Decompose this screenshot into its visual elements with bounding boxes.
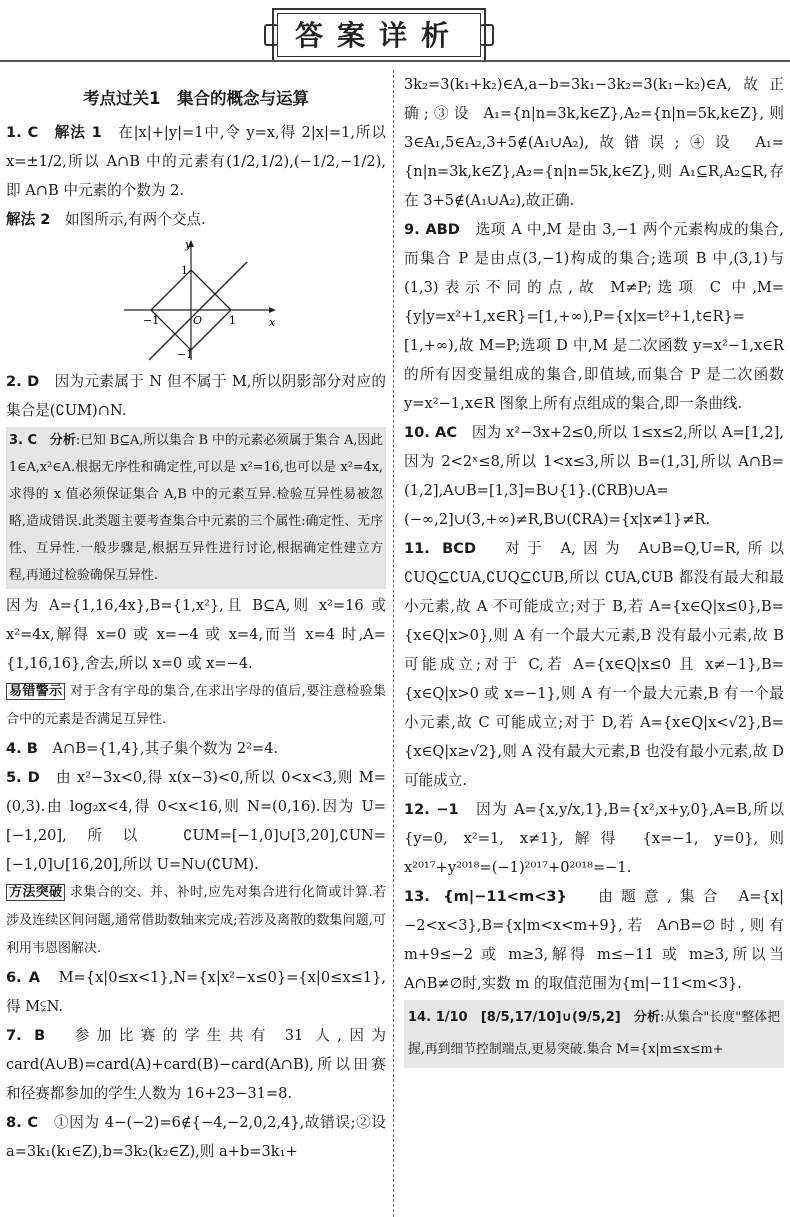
answer-text: 因为 A={x,y/x,1},B={x²,x+y,0},A=B,所以 {y=0, x²=1, x≠1},解得 {x=−1, y=0},则 x²⁰¹⁷+y²⁰¹⁸=(−1)²⁰¹⁷+0²⁰¹⁸=−1. <box>404 801 784 876</box>
answer-4 <box>6 734 386 763</box>
answer-3-analysis <box>6 427 386 589</box>
answer-label: 2. D <box>6 373 40 390</box>
y-axis-label: y <box>185 238 192 251</box>
answer-text: 因为 x²−3x+2≤0,所以 1≤x≤2,所以 A=[1,2],因为 2<2ˣ≤8,所以 1<x≤3,所以 B=(1,3],所以 A∩B=(1,2],A∪B=[1,3]=B∪{1}.(∁RB)∪A=(−∞,2]∪(3,+∞)≠R,B∪(∁RA)={x|x≠1}≠R. <box>404 424 784 528</box>
answer-label: 5. D <box>6 769 40 786</box>
answer-text: ①因为 4−(−2)=6∉{−4,−2,0,2,4},故错误;②设 a=3k₁(k₁∈Z),b=3k₂(k₂∈Z),则 a+b=3k₁+ <box>6 1114 386 1160</box>
answer-text: 3k₂=3(k₁+k₂)∈A,a−b=3k₁−3k₂=3(k₁−k₂)∈A,故正确;③设 A₁={n|n=3k,k∈Z},A₂={n|n=5k,k∈Z},则 3∈A₁,5∈A₂,3+5∉(A₁∪A₂),故错误;④设 A₁={n|n=3k,k∈Z},A₂={n|n=5k,k∈Z},则 A₁⊆R,A₂⊆R,存在 3+5∉(A₁∪A₂),故正确. <box>404 76 784 209</box>
answer-8 <box>6 1108 386 1166</box>
answer-label: 9. ABD <box>404 221 460 238</box>
section-title: 考点过关1 集合的概念与运算 <box>83 89 309 108</box>
tick-y-pos: 1 <box>181 264 188 277</box>
answer-1-method-2 <box>6 205 386 234</box>
left-column <box>6 84 386 1166</box>
analysis-tag: 分析 <box>49 433 76 448</box>
analysis-tag: 分析 <box>633 1010 661 1025</box>
method-text: 求集合的交、并、补时,应先对集合进行化简或计算.若涉及连续区间问题,通常借助数轴来完成;若涉及离散的数集问题,可利用韦恩图解决. <box>6 885 386 956</box>
answer-label: 14. 1/10 [8/5,17/10]∪(9/5,2] <box>408 1010 621 1025</box>
answer-1 <box>6 118 386 205</box>
answer-14 <box>404 1000 784 1068</box>
answer-10 <box>404 418 784 534</box>
warning-text: 对于含有字母的集合,在求出字母的值后,要注意检验集合中的元素是否满足互异性. <box>6 684 386 727</box>
right-column <box>404 70 784 1070</box>
answer-text: 参加比赛的学生共有 31 人,因为 card(A∪B)=card(A)+card(B)−card(A∩B),所以田赛和径赛都参加的学生人数为 16+23−31=8. <box>6 1027 386 1102</box>
tick-x-neg: −1 <box>143 314 160 327</box>
answer-label: 6. A <box>6 969 41 986</box>
analysis-text: :已知 B⊆A,所以集合 B 中的元素必须属于集合 A,因此 1∈A,x²∈A.根据无序性和确定性,可以是 x²=16,也可以是 x²=4x,求得的 x 值必须保证集合 A,B 中的元素互异.检验互异性易被忽略,造成错误.此类题主要考查集合中元素的三个属性:确定性、无序性、互异性.一般步骤是,根据互异性进行讨论,根据确定性建立方程,再通过检验确保互异性. <box>9 433 384 583</box>
answer-label: 7. B <box>6 1027 46 1044</box>
warning-note <box>6 678 386 734</box>
answer-9 <box>404 215 784 418</box>
method-note <box>6 879 386 963</box>
answer-text: 由 x²−3x<0,得 x(x−3)<0,所以 0<x<3,则 M=(0,3).由 log₂x<4,得 0<x<16,则 N=(0,16).因为 U=[−1,20],所以 ∁UM=[−1,0]∪[3,20],∁UN=[−1,0]∪[16,20],所以 U=N∪(∁UM). <box>6 769 386 873</box>
tick-x-pos: 1 <box>229 314 236 327</box>
origin-label: O <box>193 314 203 327</box>
page-header-banner <box>272 8 486 62</box>
answer-8-continued <box>404 70 784 215</box>
banner-ornament-right <box>480 24 494 46</box>
column-divider <box>393 70 394 1217</box>
answer-text: 因为元素属于 N 但不属于 M,所以阴影部分对应的集合是(∁UM)∩N. <box>6 373 386 419</box>
answer-label: 10. AC <box>404 424 458 441</box>
x-axis-label: x <box>269 316 276 329</box>
answer-7 <box>6 1021 386 1108</box>
method-label: 解法 1 <box>54 124 102 141</box>
answer-label: 3. C <box>9 433 38 448</box>
answer-text: 对于 A,因为 A∪B=Q,U=R,所以 ∁UQ⊆∁UA,∁UQ⊆∁UB,所以 ∁UA,∁UB 都没有最大和最小元素,故 A 不可能成立;对于 B,若 A={x∈Q|x≤0},B={x∈Q|x>0},则 A 有一个最大元素,B 没有最小元素,故 B 可能成立;对于 C,若 A={x∈Q|x≤0 且 x≠−1},B={x∈Q|x>0 或 x=−1},则 A 有一个最大元素,B 有一个最小元素,故 C 可能成立;对于 D,若 A={x∈Q|x<√2},B={x∈Q|x≥√2},则 A 没有最大元素,B 也没有最小元素,故 D 可能成立. <box>404 540 784 789</box>
answer-text: 由题意,集合 A={x|−2<x<3},B={x|m<x<m+9},若 A∩B=∅时,则有 m+9≤−2 或 m≥3,解得 m≤−11 或 m≥3,所以当 A∩B≠∅时,实数 m 的取值范围为{m|−11<m<3}. <box>404 888 784 992</box>
coordinate-figure <box>119 238 279 363</box>
answer-label: 8. C <box>6 1114 39 1131</box>
answer-label: 12. −1 <box>404 801 459 818</box>
answer-label: 13. {m|−11<m<3} <box>404 888 567 905</box>
banner-ornament-left <box>264 24 278 46</box>
answer-12 <box>404 795 784 882</box>
answer-11 <box>404 534 784 795</box>
answer-text: 选项 A 中,M 是由 3,−1 两个元素构成的集合,而集合 P 是由点(3,−1)构成的集合;选项 B 中,(3,1)与(1,3)表示不同的点,故 M≠P;选项 C 中,M={y|y=x²+1,x∈R}=[1,+∞),P={x|x=t²+1,t∈R}=[1,+∞),故 M=P;选项 D 中,M 是二次函数 y=x²−1,x∈R 的所有因变量组成的集合,即值域,而集合 P 是二次函数 y=x²−1,x∈R 图象上所有点组成的集合,即一条曲线. <box>404 221 784 412</box>
answer-text: A∩B={1,4},其子集个数为 2²=4. <box>52 740 279 757</box>
answer-5 <box>6 763 386 879</box>
method-tag: 方法突破 <box>6 884 65 901</box>
answer-13 <box>404 882 784 998</box>
header-rule <box>0 60 790 62</box>
tick-y-neg: −1 <box>177 348 194 361</box>
answer-6 <box>6 963 386 1021</box>
warning-tag: 易错警示 <box>6 683 65 700</box>
answer-label: 1. C <box>6 124 39 141</box>
answer-label: 4. B <box>6 740 38 757</box>
answer-text: 如图所示,有两个交点. <box>65 211 206 228</box>
answer-label: 11. BCD <box>404 540 477 557</box>
answer-2 <box>6 367 386 425</box>
x-axis-arrow <box>269 307 276 313</box>
page-title: 答案详析 <box>294 18 463 52</box>
answer-text: 在|x|+|y|=1中,令 y=x,得 2|x|=1,所以 x=±1/2,所以 A∩B 中的元素有(1/2,1/2),(−1/2,−1/2),即 A∩B 中元素的个数为 2. <box>6 124 386 199</box>
method-label: 解法 2 <box>6 211 51 228</box>
answer-3 <box>6 591 386 678</box>
answer-text: 因为 A={1,16,4x},B={1,x²},且 B⊆A,则 x²=16 或 x²=4x,解得 x=0 或 x=−4 或 x=4,而当 x=4 时,A={1,16,16},舍去,所以 x=0 或 x=−4. <box>6 597 386 672</box>
analysis-text: :从集合"长度"整体把握,再到细节控制端点,更易突破.集合 M={x|m≤x≤m+ <box>408 1010 780 1057</box>
answer-text: M={x|0≤x<1},N={x|x²−x≤0}={x|0≤x≤1},得 M⫋N. <box>6 969 386 1015</box>
